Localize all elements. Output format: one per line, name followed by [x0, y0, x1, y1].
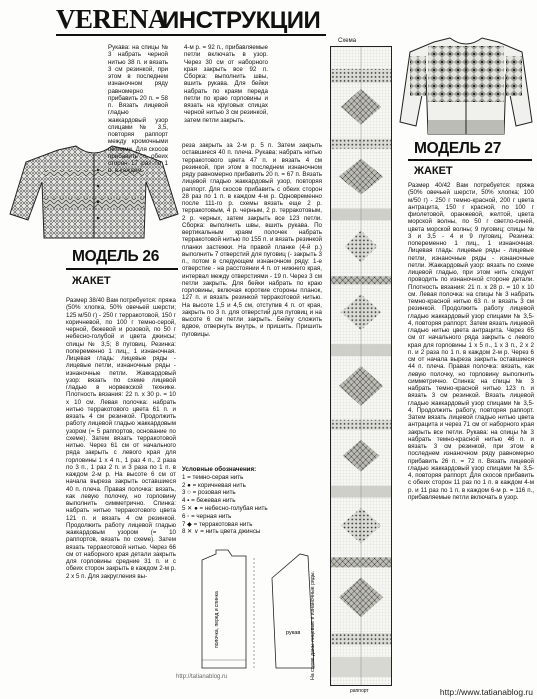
instructions-continued-26: реза закрыть за 2-м р. 5 п. Затем закрыть оставшиеся 40 п. плеча. Рукава: набрать нитью терракотового цвета 47 п. и вязать 4 см резинкой, при этом в последнем изнаночном ряду равномерно прибавить 20 п. = 67 п. Вязать лицевой гладью жаккардовый узор, повторяя раппорт. Для скосов прибавить с обеих сторон 28 раз по 1 п. в каждом 4-м р. Одновременно после 111-го р. схемы вязать еще 2 р. терракотовым, 4 р. черным, 2 р. терракотовым, 2 р. черных, затем закрыть все 123 петли. Сборка: выполнить швы, вшить рукава. По вертикальным краям полочек набрать терракотовой нитью по 155 п. и вязать резинкой планки застежки. На правой планке (4-й р.) выполнить 7 отверстий для пуговиц (- закрыть 3 п., потом в следующем изнаночном ряду: 1-е отверстие - на расстоянии 4 п. от нижнего края, интервал между отверстиями - 19 п. Через 3 см петли закрыть. Для бейки набрать по краю горловины, включая короткие стороны планок, 127 п. и вязать резинкой терракотовой нитью. На высоте 1,5 и 4,5 см, отступив 4 п. от края, закрыть по 3 п. для отверстий для пуговиц и на высоте 6 см петли закрыть. Бейку сложить вдвое, отвернуть внутрь, и пришить. Пришить пуговицы.: [182, 142, 322, 338]
model-27-sweater-illustration: [398, 34, 534, 136]
footer-url: http://www.tatianablog.ru: [439, 687, 533, 697]
legend-item: 5 ✕ ● = небесно-голубая нить: [182, 504, 268, 512]
legend-item: 1 = темно-серая нить: [182, 473, 244, 481]
brand-text: VERENA: [56, 4, 168, 34]
legend-item: 8 ✕ ∨ = нить цвета джинсы: [182, 528, 261, 536]
symbol-legend: [182, 466, 322, 536]
instructions-assembly-26: 4-м р. = 92 п., прибавляемые петли включать в узор. Через 30 см от наборного края закрыть все 92 п. Сборка: выполнить швы, вшить рукава. Для бейки набрать по краям переда петли по краю горловины и вязать на круговых спицах черной нитью 3 см резинкой, затем петли закрыть.: [184, 44, 268, 124]
legend-item: 2 ● = коричневая нить: [182, 481, 246, 489]
model-26-rule: [66, 268, 178, 270]
legend-item: 7 ◆ = терракотовая нить: [182, 520, 253, 528]
scheme-note: На схеме даны лицевые и изнаночные ряды.: [310, 571, 316, 680]
model-26-subtitle: ЖАКЕТ: [72, 275, 111, 287]
model-27-subtitle: ЖАКЕТ: [414, 165, 453, 177]
model-27-title: МОДЕЛЬ 27: [414, 140, 502, 157]
legend-item: 3 ○ = розовая нить: [182, 489, 236, 497]
header-rule: [56, 34, 326, 36]
brand-logo: [56, 4, 167, 34]
legend-item: 4 ▪ = бежевая нить: [182, 497, 236, 505]
model-27-rule: [408, 159, 532, 161]
scheme-repeat-label: раппорт: [350, 688, 369, 694]
instructions-sleeves-26: Рукава: на спицы № 3 набрать черной нитью 38 п. и вязать 3 см резинкой, при этом в последнем изнаночном ряду равномерно прибавить 20 п. = 58 п. Вязать лицевой гладью жаккардовый узор спицами № 3,5, повторяя раппорт между кромочными петлями. Для скосов прибавить с обеих сторон 17 раз по 1 п. в каждом: [108, 44, 168, 175]
instructions-model-27: Размер 40/42 Вам потребуется: пряжа (50% овечьей шерсти, 50% хлопка; 100 м/50 г) - 250 г темно-красной, 200 г цвета антрацита, 150 г красной, по 100 г фиолетовой, оранжевой, желтой, цвета морской волны, по 50 г светло-синей, цвета морской волны; 9 пуговиц; спицы № 3 и 3,5 - 4 и 9 пуговиц. Резинка: попеременно 1 лиц., 1 изнаночная. Лицевая гладь: лицевые ряды - лицевые петли, изнаночные ряды - изнаночные петли. Жаккардовый узор: вязать по схеме лицевой гладью, при этом нить следует проводить по изнаночной стороне детали. Плотность вязания: 21 п. х 28 р. = 10 х 10 см. Левая полочка: на спицы № 3 набрать темно-красной нитью 63 п. и вязать 3 см резинкой. Продолжить работу лицевой гладью жаккардовый узор спицами № 3,5-4, повторяя раппорт. Затем вязать лицевой гладью нитью цвета антрацита. Через 65 см от начального ряда закрыть с левого края для горловины 1 х 5 п., 1 х 3 п., 2 х 2 п. и 2 раза по 1 п. в каждом 2-м р. Через 6 см от начала выреза закрыть оставшиеся 44 п. плеча. Правая полочка: вязать, как левую полочку, но горловину выполнить симметрично. Спинка: на спицы № 3 набрать темно-красной нитью 123 п. и вязать 3 см резинкой. Вязать лицевой гладью жаккардовый узор спицами № 3,5-4. Продолжить работу, повторяя раппорт. Затем вязать лицевой гладью нитью цвета антрацита и через 71 см от наборного края закрыть все петли. Рукава: на спицы № 3 набрать темно-красной нитью 46 п. и вязать 3 см резинкой, при этом в последнем изнаночном ряду равномерно прибавить 26 п. = 72 п. Вязать лицевой гладью жаккардовый узор спицами № 3,5-4, повторяя раппорт. Для скосов прибавить с обеих сторон 11 раз по 1 п. в каждом 4-м р. и 11 раз по 1 п. в каждом 6-м р. = 116 п., прибавляемые петли включать в узор.: [408, 182, 534, 501]
pattern-label-sleeve: рукав: [286, 630, 301, 636]
instructions-model-26: Размер 38/40 Вам потребуется: пряжа (50% хлопка, 50% овечьей шерсти; 125 м/50 г) - 250 г терракотовой, 150 г коричневой, по 100 г темно-серой, черной, бежевой и розовой, по 50 г небесно-голубой и цвета джинсы; спицы № 3,5; 8 пуговиц. Резинка: попеременно 1 лиц., 1 изнаночная. Лицевая гладь: лицевые ряды - лицевые петли, изнаночные ряды - изнаночные петли. Жаккардовый узор: вязать по схеме лицевой гладью в норвежской технике. Плотность вязания: 22 п. х 30 р. = 10 х 10 см. Левая полочка: набрать нитью терракотового цвета 61 п. и вязать 4 см резинкой. Продолжить работу лицевой гладью жаккардовым узором (= 5 раппортов, основание по схеме). Затем вязать терракотовой нитью. Через 61 см от начального ряда закрыть с левого края для горловины 1 х 4 п., 1 раз 4 п., 2 раза по 3 п., 1 раз 2 п. и 3 раза по 1 п. в каждом 2-м р. На высоте 6 см от начала выреза закрыть оставшиеся 40 п. плеча. Правая полочка: вязать, как левую полочку, но горловину выполнить симметрично. Спинка: набрать нитью терракотового цвета 121 п. и вязать 4 см резинкой. Продолжить работу лицевой гладью жаккардовым узором (= 10 раппортов, вязать по схеме). Затем вязать терракотовой нитью. Через 66 см от наборного края детали закрыть для горловины средние 31 п. и с обеих сторон закрыть в каждом 2-м р. 2 х 5 п. Для закругления вы-: [66, 297, 176, 580]
legend-item: 6 ◦ = черная нить: [182, 512, 232, 520]
model-26-title: МОДЕЛЬ 26: [72, 248, 160, 265]
legend-title: Условные обозначения:: [182, 466, 257, 473]
knitting-scheme-chart: [330, 46, 392, 686]
pattern-label-body: полочка, перед и спинка: [214, 591, 220, 648]
pattern-schematic: [198, 548, 324, 672]
blog-watermark: http://tatianablog.ru: [176, 674, 228, 680]
page-title: ИНСТРУКЦИИ: [162, 7, 321, 34]
scheme-title: Схема: [338, 38, 357, 44]
